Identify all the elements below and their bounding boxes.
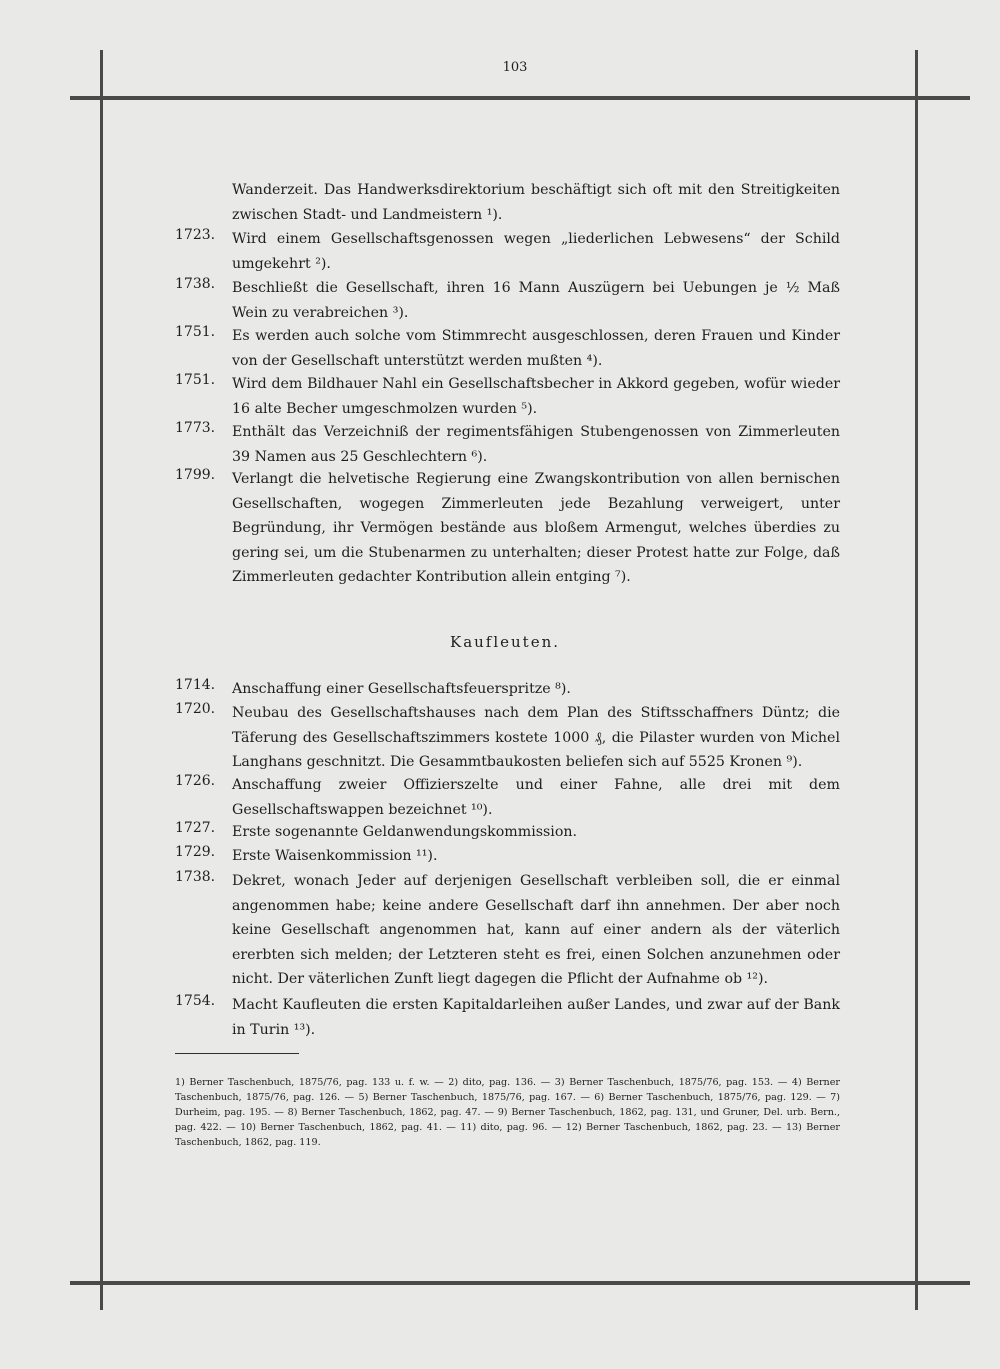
entry-year: 1751. (175, 324, 216, 340)
entry-text: Erste sogenannte Geldanwendungskommission. (232, 824, 578, 840)
entry-text: Wird dem Bildhauer Nahl ein Gesellschaftsbecher in Akkord gegeben, wofür wieder 16 alte Becher umgeschmolzen wurden ⁵). (232, 376, 840, 417)
footnotes: 1) Berner Taschenbuch, 1875/76, pag. 133 u. f. w. — 2) dito, pag. 136. — 3) Berner Taschenbuch, 1875/76, pag. 153. — 4) Berner Taschenbuch, 1875/76, pag. 126. — 5) Berner Taschenbuch, 1875/76, pag. 167. — 6) Berner Taschenbuch, 1875/76, pag. 129. — 7) Durheim, pag. 195. — 8) Berner Taschenbuch, 1862, pag. 47. — 9) Berner Taschenbuch, 1862, pag. 131, und Gruner, Del. urb. Bern., pag. 422. — 10) Berner Taschenbuch, 1862, pag. 41. — 11) dito, pag. 96. — 12) Berner Taschenbuch, 1862, pag. 23. — 13) Berner Taschenbuch, 1862, pag. 119. (175, 1077, 840, 1148)
entry-text: Dekret, wonach Jeder auf derjenigen Gesellschaft verbleiben soll, die er einmal angenommen habe; keine andere Gesellschaft darf ihn annehmen. Der aber noch keine Gesellschaft angenommen hat, kann auf einer andern als der väterlich ererbten sich melden; der Letzteren steht es frei, einen Solchen anzunehmen oder nicht. Der väterlichen Zunft liegt dagegen die Pflicht der Aufnahme ob ¹²). (232, 873, 840, 987)
entry-year: 1720. (175, 701, 216, 717)
entry-year: 1773. (175, 420, 216, 436)
entry-year: 1729. (175, 844, 216, 860)
entry-year: 1738. (175, 276, 216, 292)
entry-text: Anschaffung einer Gesellschaftsfeuerspritze ⁸). (232, 681, 571, 697)
entry-year: 1726. (175, 773, 216, 789)
entry-text: Enthält das Verzeichniß der regimentsfähigen Stubengenossen von Zimmerleuten 39 Namen aus 25 Geschlechtern ⁶). (232, 424, 840, 465)
entry-text: Macht Kaufleuten die ersten Kapitaldarleihen außer Landes, und zwar auf der Bank in Turin ¹³). (232, 997, 840, 1038)
entry-year: 1799. (175, 467, 216, 483)
entry-year: 1723. (175, 227, 216, 243)
frame-right-rule (915, 50, 918, 1310)
entry-year: 1754. (175, 993, 216, 1009)
entry-text: Beschließt die Gesellschaft, ihren 16 Mann Auszügern bei Uebungen je ½ Maß Wein zu verabreichen ³). (232, 280, 840, 321)
footnote-rule (175, 1053, 299, 1054)
entry-text: Verlangt die helvetische Regierung eine Zwangskontribution von allen bernischen Gesellschaften, wogegen Zimmerleuten jede Bezahlung verweigert, unter Begründung, ihr Vermögen bestände aus bloßem Armengut, welches überdies zu gering sei, um die Stubenarmen zu unterhalten; dieser Protest hatte zur Folge, daß Zimmerleuten gedachter Kontribution allein entging ⁷). (232, 471, 840, 585)
entry-text: Anschaffung zweier Offizierszelte und einer Fahne, alle drei mit dem Gesellschaftswappen bezeichnet ¹⁰). (232, 777, 840, 818)
entry-year: 1727. (175, 820, 216, 836)
page-number: 103 (502, 60, 528, 75)
entry-text: Wanderzeit. Das Handwerksdirektorium beschäftigt sich oft mit den Streitigkeiten zwischen Stadt- und Landmeistern ¹). (232, 182, 840, 223)
entry-text: Erste Waisenkommission ¹¹). (232, 848, 438, 864)
frame-top-rule (70, 96, 970, 100)
entry-year: 1738. (175, 869, 216, 885)
entry-year: 1714. (175, 677, 216, 693)
frame-bottom-rule (70, 1281, 970, 1285)
entry-text: Neubau des Gesellschaftshauses nach dem Plan des Stiftsschaffners Düntz; die Täferung des Gesellschaftszimmers kostete 1000 ₰, die Pilaster wurden von Michel Langhans geschnitzt. Die Gesammtbaukosten beliefen sich auf 5525 Kronen ⁹). (232, 705, 840, 770)
entry-year: 1751. (175, 372, 216, 388)
frame-left-rule (100, 50, 103, 1310)
entry-text: Wird einem Gesellschaftsgenossen wegen „liederlichen Lebwesens“ der Schild umgekehrt ²). (232, 231, 840, 272)
section-heading: Kaufleuten. (449, 633, 561, 651)
entry-text: Es werden auch solche vom Stimmrecht ausgeschlossen, deren Frauen und Kinder von der Gesellschaft unterstützt werden mußten ⁴). (232, 328, 840, 369)
